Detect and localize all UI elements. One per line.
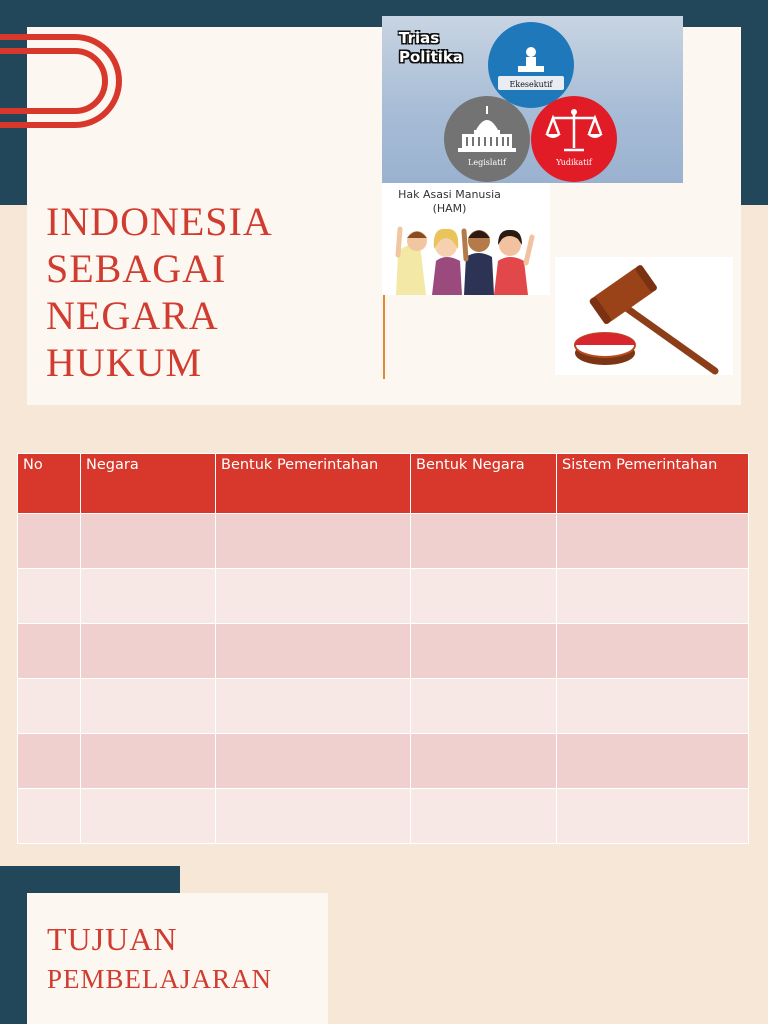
table-cell	[18, 514, 81, 569]
table-cell	[411, 734, 557, 789]
scales-icon	[531, 96, 617, 162]
country-government-table	[17, 453, 749, 844]
table-cell	[557, 569, 749, 624]
table-cell	[216, 734, 411, 789]
people-illustration-icon	[382, 183, 550, 295]
arc-decoration	[0, 33, 130, 133]
table-cell	[411, 514, 557, 569]
table-row	[18, 624, 749, 679]
table-cell	[81, 679, 216, 734]
table-cell	[216, 514, 411, 569]
judicial-label: Yudikatif	[556, 158, 592, 167]
table-cell	[81, 514, 216, 569]
table-cell	[216, 624, 411, 679]
table-row	[18, 734, 749, 789]
trias-title	[399, 29, 463, 67]
table-cell	[557, 514, 749, 569]
judicial-circle	[531, 96, 617, 182]
header-bentuk-negara: Bentuk Negara	[411, 454, 557, 514]
trias-title-line: Politika	[399, 48, 463, 66]
header-no: No	[18, 454, 81, 514]
table-cell	[81, 569, 216, 624]
table-row	[18, 569, 749, 624]
table-cell	[557, 734, 749, 789]
header-sistem-pemerintahan: Sistem Pemerintahan	[557, 454, 749, 514]
table-cell	[411, 679, 557, 734]
table-row	[18, 514, 749, 569]
section-heading	[47, 917, 272, 997]
section-heading-line: TUJUAN	[47, 921, 178, 957]
table-row	[18, 679, 749, 734]
table-cell	[216, 789, 411, 844]
table-cell	[18, 679, 81, 734]
table-cell	[81, 734, 216, 789]
table-cell	[81, 789, 216, 844]
legislative-circle	[444, 96, 530, 182]
ham-title-line: Hak Asasi Manusia	[398, 188, 501, 201]
table-cell	[18, 789, 81, 844]
table-cell	[411, 624, 557, 679]
header-negara: Negara	[81, 454, 216, 514]
table-header-row	[18, 454, 749, 514]
header-bentuk-pemerintahan: Bentuk Pemerintahan	[216, 454, 411, 514]
title-line: SEBAGAI	[46, 246, 227, 291]
table-cell	[557, 789, 749, 844]
table-cell	[18, 734, 81, 789]
legislative-label: Legislatif	[468, 158, 506, 167]
gavel-image	[555, 257, 733, 375]
table-cell	[411, 569, 557, 624]
gavel-icon	[555, 257, 733, 375]
accent-divider	[383, 295, 385, 379]
table-cell	[18, 624, 81, 679]
table-row	[18, 789, 749, 844]
table-cell	[216, 569, 411, 624]
table-cell	[216, 679, 411, 734]
title-line: NEGARA	[46, 293, 219, 338]
title-line: HUKUM	[46, 340, 203, 385]
table-cell	[411, 789, 557, 844]
page-title	[46, 198, 366, 386]
trias-title-line: Trias	[399, 29, 440, 47]
table-cell	[81, 624, 216, 679]
table-cell	[557, 679, 749, 734]
speaker-podium-icon	[488, 22, 574, 82]
human-rights-image	[382, 183, 550, 295]
table-cell	[557, 624, 749, 679]
section-heading-line: PEMBELAJARAN	[47, 964, 273, 994]
trias-politika-image	[382, 16, 683, 183]
executive-label: Ekesekutif	[509, 80, 553, 89]
title-line: INDONESIA	[46, 199, 273, 244]
capitol-icon	[444, 96, 530, 162]
ham-title-line: (HAM)	[432, 202, 467, 215]
table-cell	[18, 569, 81, 624]
